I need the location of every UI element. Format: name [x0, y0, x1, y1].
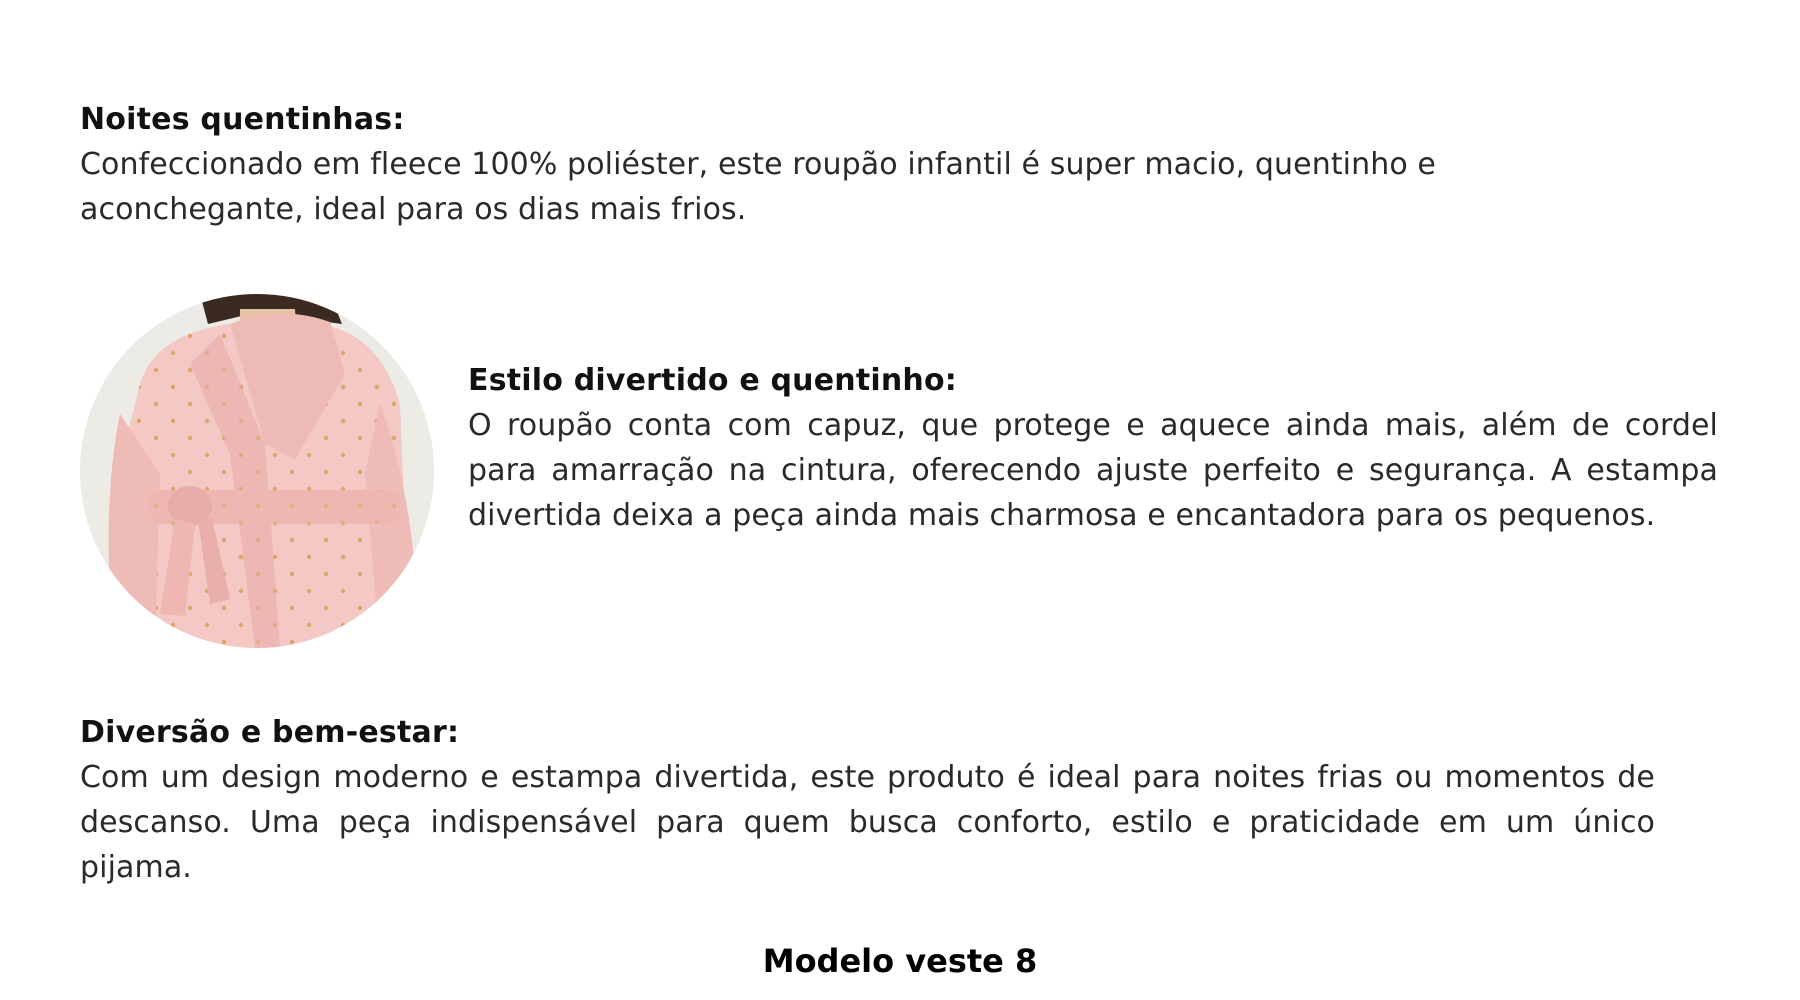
section-title: Estilo divertido e quentinho:	[468, 363, 957, 398]
section-estilo-divertido	[468, 358, 1718, 538]
section-noites-quentinhas	[80, 97, 1520, 232]
robe-illustration	[80, 294, 434, 648]
section-body: O roupão conta com capuz, que protege e aquece ainda mais, além de cordel para amarração na cintura, oferecendo ajuste perfeito e segurança. A estampa divertida deixa a peça ainda mais charmosa e encantadora para os pequenos.	[468, 408, 1718, 533]
section-diversao-bem-estar	[80, 710, 1655, 890]
product-photo	[80, 294, 434, 648]
section-body: Confeccionado em fleece 100% poliéster, este roupão infantil é super macio, quentinho e aconchegante, ideal para os dias mais frios.	[80, 147, 1436, 227]
section-body: Com um design moderno e estampa divertida, este produto é ideal para noites frias ou momentos de descanso. Uma peça indispensável para quem busca conforto, estilo e praticidade em um único pijama.	[80, 760, 1655, 885]
section-title: Noites quentinhas:	[80, 102, 405, 137]
model-size-caption: Modelo veste 8	[762, 942, 1038, 980]
section-title: Diversão e bem-estar:	[80, 715, 460, 750]
